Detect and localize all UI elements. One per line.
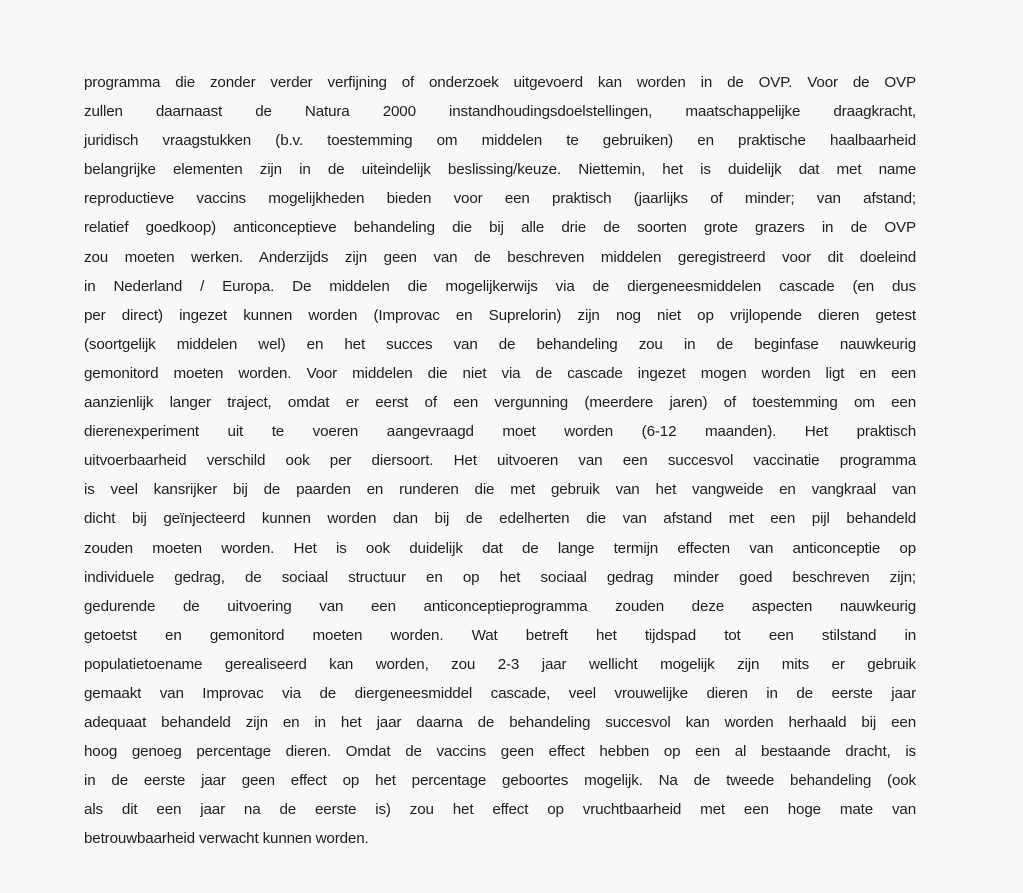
paragraph-line: reproductieve vaccins mogelijkheden bieden voor een praktisch (jaarlijks of minder; van afstand; xyxy=(84,190,916,208)
paragraph-line: adequaat behandeld zijn en in het jaar daarna de behandeling succesvol kan worden herhaald bij een xyxy=(84,714,916,732)
paragraph-line: gemonitord moeten worden. Voor middelen die niet via de cascade ingezet mogen worden ligt en een xyxy=(84,364,916,382)
body-paragraph xyxy=(84,68,916,854)
paragraph-line: aanzienlijk langer traject, omdat er eerst of een vergunning (meerdere jaren) of toestemming om een xyxy=(84,394,916,412)
paragraph-line: dierenexperiment uit te voeren aangevraagd moet worden (6-12 maanden). Het praktisch xyxy=(84,423,916,441)
paragraph-line: getoetst en gemonitord moeten worden. Wat betreft het tijdspad tot een stilstand in xyxy=(84,626,916,644)
paragraph-line: dicht bij geïnjecteerd kunnen worden dan bij de edelherten die van afstand met een pijl behandeld xyxy=(84,510,916,528)
paragraph-line: gemaakt van Improvac via de diergeneesmiddel cascade, veel vrouwelijke dieren in de eerste jaar xyxy=(84,684,916,702)
paragraph-line: per direct) ingezet kunnen worden (Improvac en Suprelorin) zijn nog niet op vrijlopende dieren getest xyxy=(84,306,916,324)
paragraph-line: zullen daarnaast de Natura 2000 instandhoudingsdoelstellingen, maatschappelijke draagkracht, xyxy=(84,103,916,121)
paragraph-line: is veel kansrijker bij de paarden en runderen die met gebruik van het vangweide en vangkraal van xyxy=(84,481,916,499)
paragraph-line: relatief goedkoop) anticonceptieve behandeling die bij alle drie de soorten grote grazers in de OVP xyxy=(84,219,916,237)
paragraph-line: in Nederland / Europa. De middelen die mogelijkerwijs via de diergeneesmiddelen cascade (en dus xyxy=(84,277,916,295)
paragraph-line: (soortgelijk middelen wel) en het succes van de behandeling zou in de beginfase nauwkeurig xyxy=(84,335,916,353)
paragraph-line: juridisch vraagstukken (b.v. toestemming om middelen te gebruiken) en praktische haalbaarheid xyxy=(84,132,916,150)
paragraph-line-last: betrouwbaarheid verwacht kunnen worden. xyxy=(84,830,369,848)
paragraph-line: uitvoerbaarheid verschild ook per diersoort. Het uitvoeren van een succesvol vaccinatie programma xyxy=(84,452,916,470)
paragraph-line: gedurende de uitvoering van een anticonceptieprogramma zouden deze aspecten nauwkeurig xyxy=(84,597,916,615)
paragraph-line: hoog genoeg percentage dieren. Omdat de vaccins geen effect hebben op een al bestaande dracht, is xyxy=(84,743,916,761)
paragraph-line: als dit een jaar na de eerste is) zou het effect op vruchtbaarheid met een hoge mate van xyxy=(84,801,916,819)
paragraph-line: populatietoename gerealiseerd kan worden, zou 2-3 jaar wellicht mogelijk zijn mits er gebruik xyxy=(84,655,916,673)
paragraph-line: individuele gedrag, de sociaal structuur en op het sociaal gedrag minder goed beschreven zijn; xyxy=(84,568,916,586)
paragraph-line: zou moeten werken. Anderzijds zijn geen van de beschreven middelen geregistreerd voor dit doeleind xyxy=(84,248,916,266)
paragraph-line: zouden moeten worden. Het is ook duidelijk dat de lange termijn effecten van anticonceptie op xyxy=(84,539,916,557)
paragraph-line: belangrijke elementen zijn in de uiteindelijk beslissing/keuze. Niettemin, het is duidelijk dat met name xyxy=(84,161,916,179)
paragraph-line: in de eerste jaar geen effect op het percentage geboortes mogelijk. Na de tweede behandeling (ook xyxy=(84,772,916,790)
paragraph-line: programma die zonder verder verfijning of onderzoek uitgevoerd kan worden in de OVP. Voor de OVP xyxy=(84,74,916,91)
